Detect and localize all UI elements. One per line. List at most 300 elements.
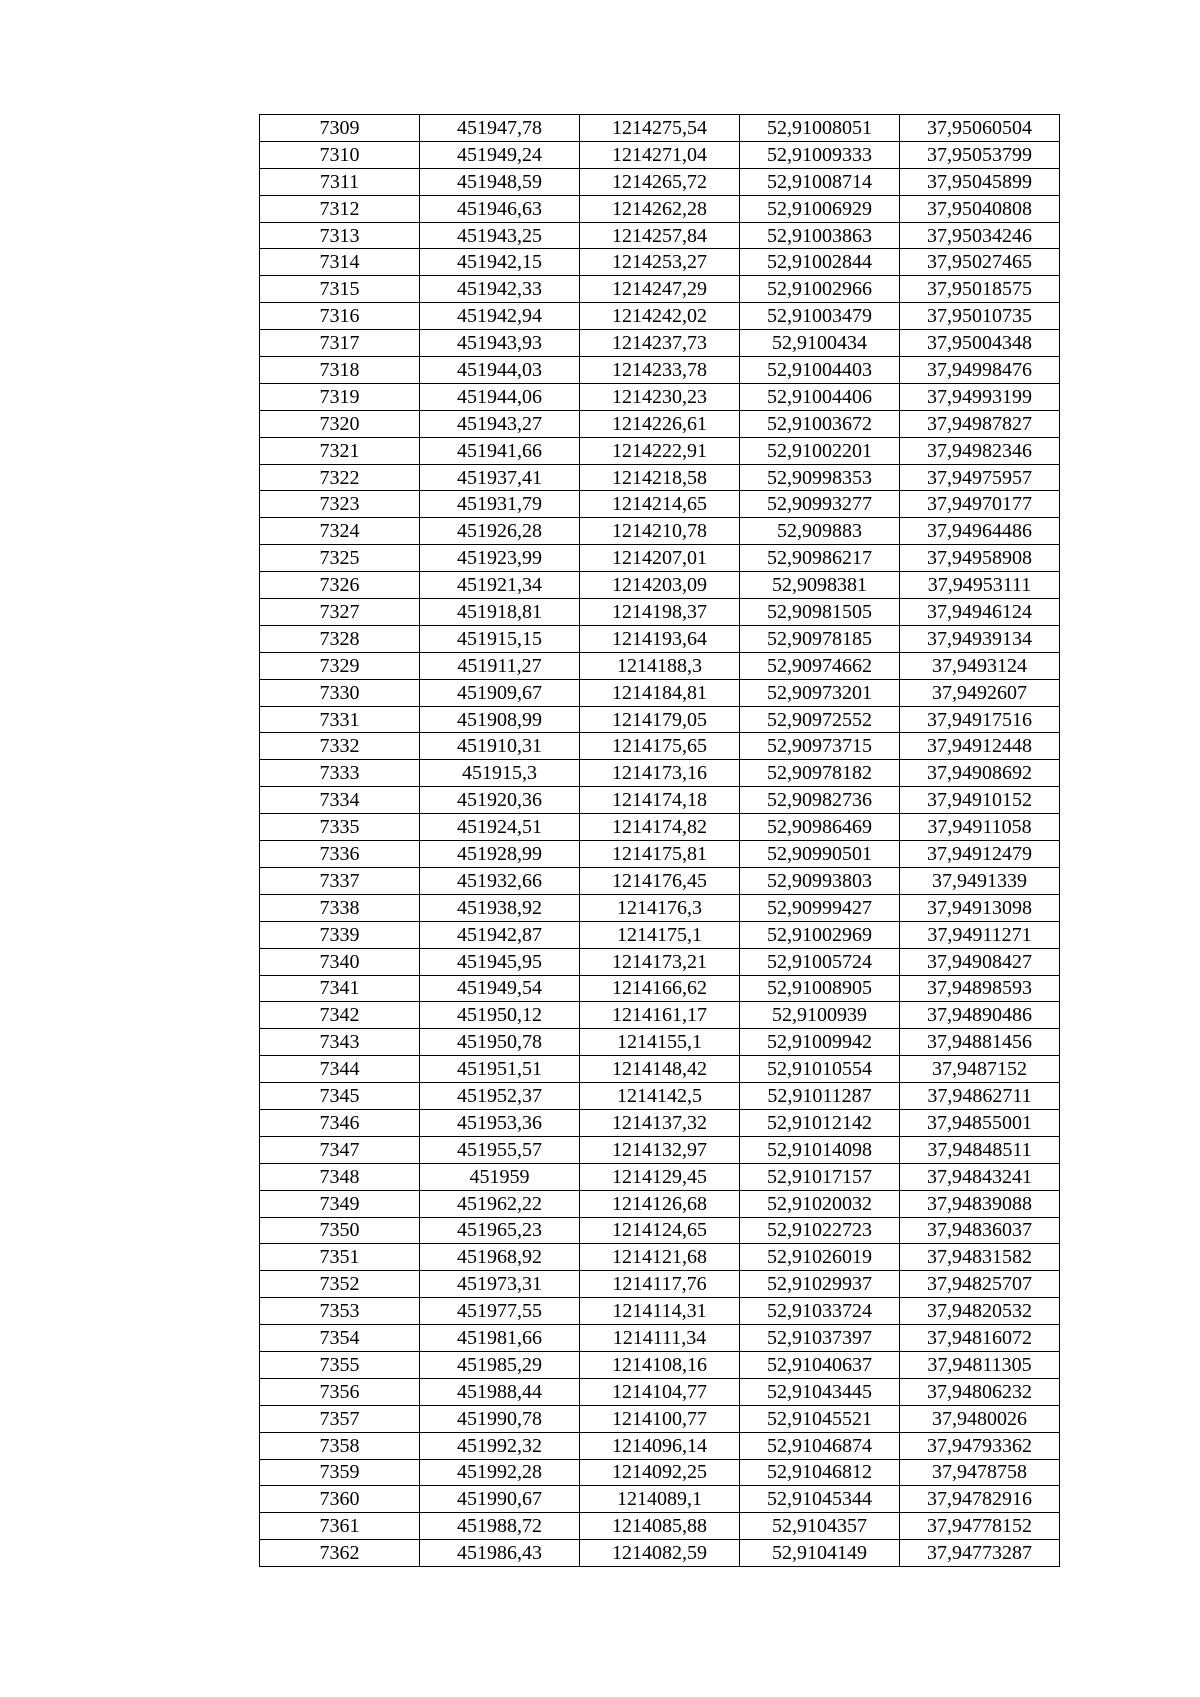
point-number-cell: 7354 bbox=[260, 1325, 420, 1352]
longitude-cell: 37,94831582 bbox=[900, 1244, 1060, 1271]
point-number-cell: 7322 bbox=[260, 464, 420, 491]
longitude-cell: 37,95060504 bbox=[900, 115, 1060, 142]
table-row bbox=[260, 652, 1060, 679]
point-number-cell: 7360 bbox=[260, 1486, 420, 1513]
y-coordinate-cell: 1214247,29 bbox=[580, 276, 740, 303]
point-number-cell: 7336 bbox=[260, 841, 420, 868]
point-number-cell: 7337 bbox=[260, 867, 420, 894]
longitude-cell: 37,94912448 bbox=[900, 733, 1060, 760]
y-coordinate-cell: 1214198,37 bbox=[580, 599, 740, 626]
longitude-cell: 37,94987827 bbox=[900, 410, 1060, 437]
latitude-cell: 52,91046874 bbox=[740, 1432, 900, 1459]
x-coordinate-cell: 451926,28 bbox=[420, 518, 580, 545]
table-row bbox=[260, 599, 1060, 626]
latitude-cell: 52,91020032 bbox=[740, 1190, 900, 1217]
latitude-cell: 52,90973201 bbox=[740, 679, 900, 706]
longitude-cell: 37,94890486 bbox=[900, 1002, 1060, 1029]
table-row bbox=[260, 1163, 1060, 1190]
latitude-cell: 52,90974662 bbox=[740, 652, 900, 679]
table-row bbox=[260, 249, 1060, 276]
latitude-cell: 52,91043445 bbox=[740, 1378, 900, 1405]
y-coordinate-cell: 1214262,28 bbox=[580, 195, 740, 222]
table-row bbox=[260, 1540, 1060, 1567]
table-row bbox=[260, 276, 1060, 303]
y-coordinate-cell: 1214257,84 bbox=[580, 222, 740, 249]
table-row bbox=[260, 841, 1060, 868]
latitude-cell: 52,91008051 bbox=[740, 115, 900, 142]
latitude-cell: 52,91004403 bbox=[740, 357, 900, 384]
point-number-cell: 7338 bbox=[260, 894, 420, 921]
point-number-cell: 7359 bbox=[260, 1459, 420, 1486]
latitude-cell: 52,909883 bbox=[740, 518, 900, 545]
table-row bbox=[260, 867, 1060, 894]
longitude-cell: 37,94782916 bbox=[900, 1486, 1060, 1513]
point-number-cell: 7358 bbox=[260, 1432, 420, 1459]
latitude-cell: 52,91026019 bbox=[740, 1244, 900, 1271]
point-number-cell: 7319 bbox=[260, 383, 420, 410]
longitude-cell: 37,94773287 bbox=[900, 1540, 1060, 1567]
point-number-cell: 7318 bbox=[260, 357, 420, 384]
latitude-cell: 52,91005724 bbox=[740, 948, 900, 975]
point-number-cell: 7362 bbox=[260, 1540, 420, 1567]
table-row bbox=[260, 1083, 1060, 1110]
x-coordinate-cell: 451911,27 bbox=[420, 652, 580, 679]
y-coordinate-cell: 1214104,77 bbox=[580, 1378, 740, 1405]
x-coordinate-cell: 451931,79 bbox=[420, 491, 580, 518]
longitude-cell: 37,94855001 bbox=[900, 1109, 1060, 1136]
table-row bbox=[260, 1405, 1060, 1432]
point-number-cell: 7346 bbox=[260, 1109, 420, 1136]
y-coordinate-cell: 1214173,21 bbox=[580, 948, 740, 975]
point-number-cell: 7320 bbox=[260, 410, 420, 437]
x-coordinate-cell: 451946,63 bbox=[420, 195, 580, 222]
y-coordinate-cell: 1214242,02 bbox=[580, 303, 740, 330]
x-coordinate-cell: 451932,66 bbox=[420, 867, 580, 894]
x-coordinate-cell: 451973,31 bbox=[420, 1271, 580, 1298]
y-coordinate-cell: 1214193,64 bbox=[580, 625, 740, 652]
latitude-cell: 52,90978185 bbox=[740, 625, 900, 652]
table-row bbox=[260, 1298, 1060, 1325]
longitude-cell: 37,9491339 bbox=[900, 867, 1060, 894]
latitude-cell: 52,91003672 bbox=[740, 410, 900, 437]
point-number-cell: 7335 bbox=[260, 814, 420, 841]
point-number-cell: 7348 bbox=[260, 1163, 420, 1190]
table-row bbox=[260, 572, 1060, 599]
table-row bbox=[260, 975, 1060, 1002]
y-coordinate-cell: 1214114,31 bbox=[580, 1298, 740, 1325]
point-number-cell: 7328 bbox=[260, 625, 420, 652]
table-row bbox=[260, 1190, 1060, 1217]
longitude-cell: 37,94970177 bbox=[900, 491, 1060, 518]
longitude-cell: 37,94816072 bbox=[900, 1325, 1060, 1352]
y-coordinate-cell: 1214265,72 bbox=[580, 168, 740, 195]
x-coordinate-cell: 451920,36 bbox=[420, 787, 580, 814]
table-row bbox=[260, 437, 1060, 464]
y-coordinate-cell: 1214121,68 bbox=[580, 1244, 740, 1271]
point-number-cell: 7325 bbox=[260, 545, 420, 572]
latitude-cell: 52,91008905 bbox=[740, 975, 900, 1002]
point-number-cell: 7345 bbox=[260, 1083, 420, 1110]
table-row bbox=[260, 760, 1060, 787]
point-number-cell: 7329 bbox=[260, 652, 420, 679]
point-number-cell: 7349 bbox=[260, 1190, 420, 1217]
point-number-cell: 7330 bbox=[260, 679, 420, 706]
y-coordinate-cell: 1214222,91 bbox=[580, 437, 740, 464]
longitude-cell: 37,94908692 bbox=[900, 760, 1060, 787]
table-row bbox=[260, 921, 1060, 948]
point-number-cell: 7344 bbox=[260, 1056, 420, 1083]
table-row bbox=[260, 1351, 1060, 1378]
longitude-cell: 37,94911271 bbox=[900, 921, 1060, 948]
y-coordinate-cell: 1214175,1 bbox=[580, 921, 740, 948]
longitude-cell: 37,94811305 bbox=[900, 1351, 1060, 1378]
coordinates-table bbox=[259, 114, 1060, 1567]
table-row bbox=[260, 1136, 1060, 1163]
point-number-cell: 7332 bbox=[260, 733, 420, 760]
y-coordinate-cell: 1214142,5 bbox=[580, 1083, 740, 1110]
y-coordinate-cell: 1214129,45 bbox=[580, 1163, 740, 1190]
x-coordinate-cell: 451965,23 bbox=[420, 1217, 580, 1244]
table-row bbox=[260, 1056, 1060, 1083]
table-row bbox=[260, 222, 1060, 249]
table-row bbox=[260, 545, 1060, 572]
table-row bbox=[260, 1486, 1060, 1513]
latitude-cell: 52,90986217 bbox=[740, 545, 900, 572]
longitude-cell: 37,95018575 bbox=[900, 276, 1060, 303]
longitude-cell: 37,94862711 bbox=[900, 1083, 1060, 1110]
x-coordinate-cell: 451909,67 bbox=[420, 679, 580, 706]
x-coordinate-cell: 451923,99 bbox=[420, 545, 580, 572]
x-coordinate-cell: 451938,92 bbox=[420, 894, 580, 921]
x-coordinate-cell: 451990,78 bbox=[420, 1405, 580, 1432]
longitude-cell: 37,94793362 bbox=[900, 1432, 1060, 1459]
latitude-cell: 52,91008714 bbox=[740, 168, 900, 195]
y-coordinate-cell: 1214161,17 bbox=[580, 1002, 740, 1029]
point-number-cell: 7315 bbox=[260, 276, 420, 303]
longitude-cell: 37,94964486 bbox=[900, 518, 1060, 545]
x-coordinate-cell: 451951,51 bbox=[420, 1056, 580, 1083]
x-coordinate-cell: 451943,27 bbox=[420, 410, 580, 437]
x-coordinate-cell: 451952,37 bbox=[420, 1083, 580, 1110]
latitude-cell: 52,90982736 bbox=[740, 787, 900, 814]
y-coordinate-cell: 1214124,65 bbox=[580, 1217, 740, 1244]
y-coordinate-cell: 1214214,65 bbox=[580, 491, 740, 518]
longitude-cell: 37,94836037 bbox=[900, 1217, 1060, 1244]
table-row bbox=[260, 787, 1060, 814]
longitude-cell: 37,95053799 bbox=[900, 141, 1060, 168]
x-coordinate-cell: 451992,28 bbox=[420, 1459, 580, 1486]
longitude-cell: 37,94993199 bbox=[900, 383, 1060, 410]
y-coordinate-cell: 1214207,01 bbox=[580, 545, 740, 572]
latitude-cell: 52,9098381 bbox=[740, 572, 900, 599]
point-number-cell: 7323 bbox=[260, 491, 420, 518]
x-coordinate-cell: 451947,78 bbox=[420, 115, 580, 142]
latitude-cell: 52,9100434 bbox=[740, 330, 900, 357]
point-number-cell: 7355 bbox=[260, 1351, 420, 1378]
x-coordinate-cell: 451990,67 bbox=[420, 1486, 580, 1513]
y-coordinate-cell: 1214233,78 bbox=[580, 357, 740, 384]
latitude-cell: 52,91033724 bbox=[740, 1298, 900, 1325]
point-number-cell: 7331 bbox=[260, 706, 420, 733]
point-number-cell: 7333 bbox=[260, 760, 420, 787]
latitude-cell: 52,90993803 bbox=[740, 867, 900, 894]
table-row bbox=[260, 141, 1060, 168]
latitude-cell: 52,90986469 bbox=[740, 814, 900, 841]
latitude-cell: 52,91022723 bbox=[740, 1217, 900, 1244]
y-coordinate-cell: 1214174,82 bbox=[580, 814, 740, 841]
x-coordinate-cell: 451937,41 bbox=[420, 464, 580, 491]
longitude-cell: 37,94839088 bbox=[900, 1190, 1060, 1217]
longitude-cell: 37,94820532 bbox=[900, 1298, 1060, 1325]
point-number-cell: 7309 bbox=[260, 115, 420, 142]
coordinates-table-body bbox=[260, 115, 1060, 1567]
y-coordinate-cell: 1214100,77 bbox=[580, 1405, 740, 1432]
x-coordinate-cell: 451949,54 bbox=[420, 975, 580, 1002]
latitude-cell: 52,91037397 bbox=[740, 1325, 900, 1352]
longitude-cell: 37,94913098 bbox=[900, 894, 1060, 921]
x-coordinate-cell: 451953,36 bbox=[420, 1109, 580, 1136]
longitude-cell: 37,94917516 bbox=[900, 706, 1060, 733]
y-coordinate-cell: 1214155,1 bbox=[580, 1029, 740, 1056]
x-coordinate-cell: 451950,12 bbox=[420, 1002, 580, 1029]
y-coordinate-cell: 1214126,68 bbox=[580, 1190, 740, 1217]
y-coordinate-cell: 1214188,3 bbox=[580, 652, 740, 679]
table-row bbox=[260, 410, 1060, 437]
latitude-cell: 52,91002844 bbox=[740, 249, 900, 276]
latitude-cell: 52,90972552 bbox=[740, 706, 900, 733]
latitude-cell: 52,91046812 bbox=[740, 1459, 900, 1486]
latitude-cell: 52,90993277 bbox=[740, 491, 900, 518]
y-coordinate-cell: 1214089,1 bbox=[580, 1486, 740, 1513]
longitude-cell: 37,94848511 bbox=[900, 1136, 1060, 1163]
table-row bbox=[260, 1029, 1060, 1056]
y-coordinate-cell: 1214179,05 bbox=[580, 706, 740, 733]
point-number-cell: 7353 bbox=[260, 1298, 420, 1325]
x-coordinate-cell: 451988,72 bbox=[420, 1513, 580, 1540]
table-row bbox=[260, 303, 1060, 330]
y-coordinate-cell: 1214253,27 bbox=[580, 249, 740, 276]
point-number-cell: 7312 bbox=[260, 195, 420, 222]
table-row bbox=[260, 168, 1060, 195]
table-row bbox=[260, 115, 1060, 142]
latitude-cell: 52,9104149 bbox=[740, 1540, 900, 1567]
longitude-cell: 37,94881456 bbox=[900, 1029, 1060, 1056]
table-row bbox=[260, 357, 1060, 384]
x-coordinate-cell: 451910,31 bbox=[420, 733, 580, 760]
latitude-cell: 52,9104357 bbox=[740, 1513, 900, 1540]
y-coordinate-cell: 1214175,81 bbox=[580, 841, 740, 868]
y-coordinate-cell: 1214275,54 bbox=[580, 115, 740, 142]
longitude-cell: 37,95010735 bbox=[900, 303, 1060, 330]
point-number-cell: 7321 bbox=[260, 437, 420, 464]
table-row bbox=[260, 706, 1060, 733]
y-coordinate-cell: 1214166,62 bbox=[580, 975, 740, 1002]
latitude-cell: 52,91045344 bbox=[740, 1486, 900, 1513]
y-coordinate-cell: 1214092,25 bbox=[580, 1459, 740, 1486]
point-number-cell: 7311 bbox=[260, 168, 420, 195]
point-number-cell: 7313 bbox=[260, 222, 420, 249]
point-number-cell: 7339 bbox=[260, 921, 420, 948]
x-coordinate-cell: 451908,99 bbox=[420, 706, 580, 733]
longitude-cell: 37,94958908 bbox=[900, 545, 1060, 572]
y-coordinate-cell: 1214117,76 bbox=[580, 1271, 740, 1298]
x-coordinate-cell: 451942,33 bbox=[420, 276, 580, 303]
x-coordinate-cell: 451918,81 bbox=[420, 599, 580, 626]
table-row bbox=[260, 1378, 1060, 1405]
y-coordinate-cell: 1214108,16 bbox=[580, 1351, 740, 1378]
latitude-cell: 52,91011287 bbox=[740, 1083, 900, 1110]
point-number-cell: 7334 bbox=[260, 787, 420, 814]
point-number-cell: 7342 bbox=[260, 1002, 420, 1029]
y-coordinate-cell: 1214082,59 bbox=[580, 1540, 740, 1567]
x-coordinate-cell: 451959 bbox=[420, 1163, 580, 1190]
latitude-cell: 52,91017157 bbox=[740, 1163, 900, 1190]
longitude-cell: 37,94953111 bbox=[900, 572, 1060, 599]
longitude-cell: 37,9493124 bbox=[900, 652, 1060, 679]
longitude-cell: 37,94825707 bbox=[900, 1271, 1060, 1298]
point-number-cell: 7324 bbox=[260, 518, 420, 545]
point-number-cell: 7327 bbox=[260, 599, 420, 626]
longitude-cell: 37,9480026 bbox=[900, 1405, 1060, 1432]
point-number-cell: 7310 bbox=[260, 141, 420, 168]
table-row bbox=[260, 1459, 1060, 1486]
longitude-cell: 37,94982346 bbox=[900, 437, 1060, 464]
latitude-cell: 52,90990501 bbox=[740, 841, 900, 868]
longitude-cell: 37,94898593 bbox=[900, 975, 1060, 1002]
point-number-cell: 7326 bbox=[260, 572, 420, 599]
x-coordinate-cell: 451949,24 bbox=[420, 141, 580, 168]
table-row bbox=[260, 1513, 1060, 1540]
table-row bbox=[260, 1217, 1060, 1244]
x-coordinate-cell: 451977,55 bbox=[420, 1298, 580, 1325]
table-row bbox=[260, 383, 1060, 410]
y-coordinate-cell: 1214175,65 bbox=[580, 733, 740, 760]
y-coordinate-cell: 1214085,88 bbox=[580, 1513, 740, 1540]
point-number-cell: 7347 bbox=[260, 1136, 420, 1163]
table-row bbox=[260, 464, 1060, 491]
longitude-cell: 37,94998476 bbox=[900, 357, 1060, 384]
x-coordinate-cell: 451988,44 bbox=[420, 1378, 580, 1405]
longitude-cell: 37,95040808 bbox=[900, 195, 1060, 222]
latitude-cell: 52,91004406 bbox=[740, 383, 900, 410]
table-row bbox=[260, 679, 1060, 706]
x-coordinate-cell: 451943,25 bbox=[420, 222, 580, 249]
y-coordinate-cell: 1214237,73 bbox=[580, 330, 740, 357]
y-coordinate-cell: 1214184,81 bbox=[580, 679, 740, 706]
latitude-cell: 52,91014098 bbox=[740, 1136, 900, 1163]
x-coordinate-cell: 451944,03 bbox=[420, 357, 580, 384]
y-coordinate-cell: 1214218,58 bbox=[580, 464, 740, 491]
longitude-cell: 37,94910152 bbox=[900, 787, 1060, 814]
y-coordinate-cell: 1214271,04 bbox=[580, 141, 740, 168]
latitude-cell: 52,91003863 bbox=[740, 222, 900, 249]
point-number-cell: 7314 bbox=[260, 249, 420, 276]
longitude-cell: 37,95004348 bbox=[900, 330, 1060, 357]
y-coordinate-cell: 1214096,14 bbox=[580, 1432, 740, 1459]
point-number-cell: 7357 bbox=[260, 1405, 420, 1432]
x-coordinate-cell: 451941,66 bbox=[420, 437, 580, 464]
x-coordinate-cell: 451924,51 bbox=[420, 814, 580, 841]
x-coordinate-cell: 451992,32 bbox=[420, 1432, 580, 1459]
y-coordinate-cell: 1214226,61 bbox=[580, 410, 740, 437]
x-coordinate-cell: 451968,92 bbox=[420, 1244, 580, 1271]
y-coordinate-cell: 1214148,42 bbox=[580, 1056, 740, 1083]
point-number-cell: 7350 bbox=[260, 1217, 420, 1244]
latitude-cell: 52,91009333 bbox=[740, 141, 900, 168]
latitude-cell: 52,91002966 bbox=[740, 276, 900, 303]
table-row bbox=[260, 733, 1060, 760]
longitude-cell: 37,9478758 bbox=[900, 1459, 1060, 1486]
latitude-cell: 52,90998353 bbox=[740, 464, 900, 491]
x-coordinate-cell: 451915,15 bbox=[420, 625, 580, 652]
y-coordinate-cell: 1214176,3 bbox=[580, 894, 740, 921]
longitude-cell: 37,94843241 bbox=[900, 1163, 1060, 1190]
table-row bbox=[260, 195, 1060, 222]
table-row bbox=[260, 1109, 1060, 1136]
longitude-cell: 37,94975957 bbox=[900, 464, 1060, 491]
x-coordinate-cell: 451945,95 bbox=[420, 948, 580, 975]
latitude-cell: 52,91045521 bbox=[740, 1405, 900, 1432]
latitude-cell: 52,91040637 bbox=[740, 1351, 900, 1378]
table-row bbox=[260, 1271, 1060, 1298]
latitude-cell: 52,91009942 bbox=[740, 1029, 900, 1056]
latitude-cell: 52,90999427 bbox=[740, 894, 900, 921]
x-coordinate-cell: 451981,66 bbox=[420, 1325, 580, 1352]
point-number-cell: 7340 bbox=[260, 948, 420, 975]
longitude-cell: 37,94911058 bbox=[900, 814, 1060, 841]
latitude-cell: 52,90981505 bbox=[740, 599, 900, 626]
y-coordinate-cell: 1214174,18 bbox=[580, 787, 740, 814]
latitude-cell: 52,91012142 bbox=[740, 1109, 900, 1136]
x-coordinate-cell: 451955,57 bbox=[420, 1136, 580, 1163]
x-coordinate-cell: 451944,06 bbox=[420, 383, 580, 410]
point-number-cell: 7352 bbox=[260, 1271, 420, 1298]
longitude-cell: 37,9492607 bbox=[900, 679, 1060, 706]
longitude-cell: 37,94939134 bbox=[900, 625, 1060, 652]
x-coordinate-cell: 451943,93 bbox=[420, 330, 580, 357]
longitude-cell: 37,95027465 bbox=[900, 249, 1060, 276]
table-row bbox=[260, 1244, 1060, 1271]
table-row bbox=[260, 948, 1060, 975]
y-coordinate-cell: 1214173,16 bbox=[580, 760, 740, 787]
longitude-cell: 37,94908427 bbox=[900, 948, 1060, 975]
y-coordinate-cell: 1214111,34 bbox=[580, 1325, 740, 1352]
latitude-cell: 52,90973715 bbox=[740, 733, 900, 760]
longitude-cell: 37,95045899 bbox=[900, 168, 1060, 195]
x-coordinate-cell: 451986,43 bbox=[420, 1540, 580, 1567]
latitude-cell: 52,91010554 bbox=[740, 1056, 900, 1083]
point-number-cell: 7361 bbox=[260, 1513, 420, 1540]
table-row bbox=[260, 518, 1060, 545]
longitude-cell: 37,94806232 bbox=[900, 1378, 1060, 1405]
y-coordinate-cell: 1214210,78 bbox=[580, 518, 740, 545]
latitude-cell: 52,91003479 bbox=[740, 303, 900, 330]
x-coordinate-cell: 451928,99 bbox=[420, 841, 580, 868]
point-number-cell: 7356 bbox=[260, 1378, 420, 1405]
x-coordinate-cell: 451921,34 bbox=[420, 572, 580, 599]
x-coordinate-cell: 451985,29 bbox=[420, 1351, 580, 1378]
point-number-cell: 7316 bbox=[260, 303, 420, 330]
table-row bbox=[260, 625, 1060, 652]
longitude-cell: 37,94946124 bbox=[900, 599, 1060, 626]
table-row bbox=[260, 330, 1060, 357]
latitude-cell: 52,90978182 bbox=[740, 760, 900, 787]
y-coordinate-cell: 1214137,32 bbox=[580, 1109, 740, 1136]
point-number-cell: 7341 bbox=[260, 975, 420, 1002]
longitude-cell: 37,94912479 bbox=[900, 841, 1060, 868]
latitude-cell: 52,91002969 bbox=[740, 921, 900, 948]
table-row bbox=[260, 894, 1060, 921]
